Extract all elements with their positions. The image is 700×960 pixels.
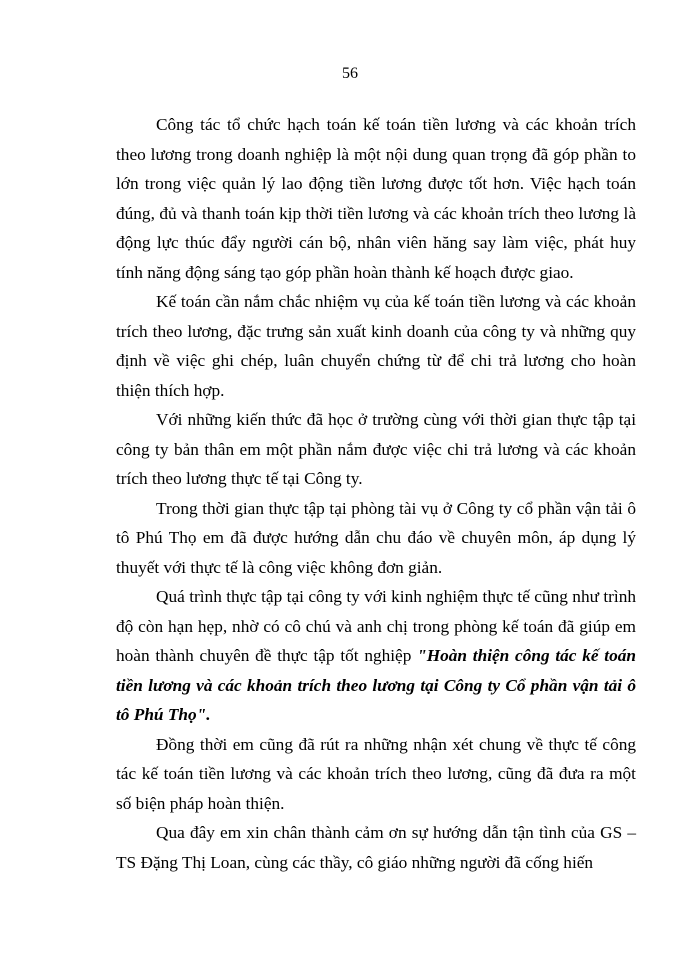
paragraph-remarks: Đồng thời em cũng đã rút ra những nhận xét chung về thực tế công tác kế toán tiền lương và các khoản trích theo lương, cũng đã đưa ra một số biện pháp hoàn thiện. [116, 734, 636, 813]
paragraph-thesis [116, 582, 636, 730]
paragraph-accounting-tasks: Kế toán cần nắm chắc nhiệm vụ của kế toán tiền lương và các khoản trích theo lương, đặc trưng sản xuất kinh doanh của công ty và những quy định về việc ghi chép, luân chuyển chứng từ để chi trả lương cho hoàn thiện thích hợp. [116, 292, 636, 400]
paragraph-summary: Công tác tổ chức hạch toán kế toán tiền lương và các khoản trích theo lương trong doanh nghiệp là một nội dung quan trọng đã góp phần to lớn trong việc quản lý lao động tiền lương được tốt hơn. Việc hạch toán đúng, đủ và thanh toán kịp thời tiền lương và các khoản trích theo lương là động lực thúc đẩy người cán bộ, nhân viên hăng say làm việc, phát huy tính năng động sáng tạo góp phần hoàn thành kế hoạch được giao. [116, 115, 636, 282]
paragraph-thanks: Qua đây em xin chân thành cảm ơn sự hướng dẫn tận tình của GS – TS Đặng Thị Loan, cùng các thầy, cô giáo những người đã cống hiến [116, 823, 636, 872]
body-text [116, 110, 636, 877]
paragraph-internship-period: Trong thời gian thực tập tại phòng tài vụ ở Công ty cổ phần vận tải ô tô Phú Thọ em đã được hướng dẫn chu đáo về chuyên môn, áp dụng lý thuyết với thực tế là công việc không đơn giản. [116, 498, 636, 577]
thesis-title: "Hoàn thiện công tác kế toán tiền lương và các khoản trích theo lương tại Công ty Cổ phần vận tải ô tô Phú Thọ". [116, 646, 636, 724]
paragraph-thesis-lead: Quá trình thực tập tại công ty với kinh nghiệm thực tế cũng như trình độ còn hạn hẹp, nhờ có cô chú và anh chị trong phòng kế toán đã giúp em hoàn thành chuyên đề thực tập tốt nghiệp [116, 587, 636, 665]
page-number: 56 [342, 65, 358, 82]
paragraph-knowledge: Với những kiến thức đã học ở trường cùng với thời gian thực tập tại công ty bản thân em một phần nắm được việc chi trả lương và các khoản trích theo lương thực tế tại Công ty. [116, 410, 636, 488]
